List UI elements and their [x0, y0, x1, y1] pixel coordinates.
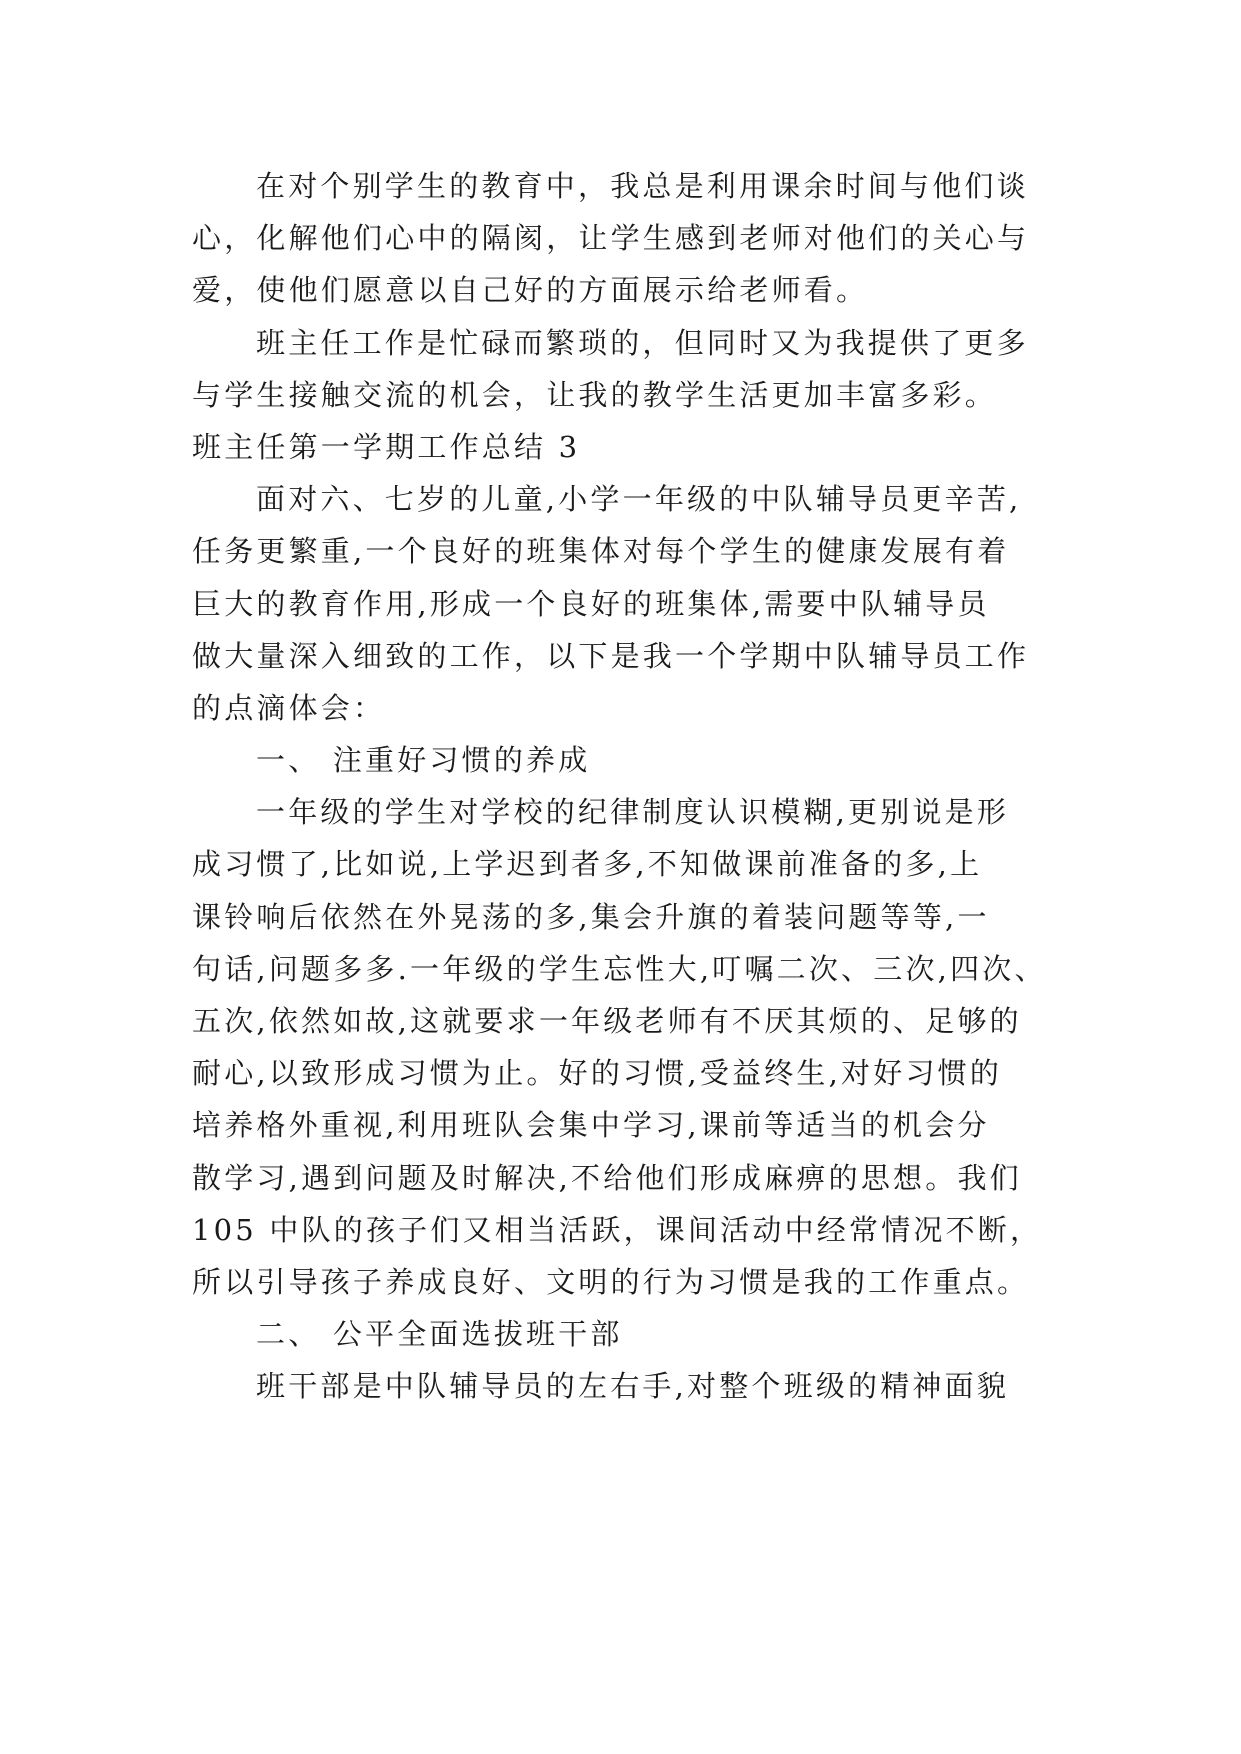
text-line: 课铃响后依然在外晃荡的多,集会升旗的着装问题等等,一: [192, 899, 990, 934]
text-line: 一年级的学生对学校的纪律制度认识模糊,更别说是形: [256, 795, 1010, 830]
subsection-heading: 二、 公平全面选拔班干部: [256, 1317, 623, 1352]
text-line: 爱，使他们愿意以自己好的方面展示给老师看。: [192, 273, 869, 308]
text-line: 做大量深入细致的工作，以下是我一个学期中队辅导员工作: [192, 638, 1030, 673]
text-line: 心，化解他们心中的隔阂，让学生感到老师对他们的关心与: [192, 221, 1030, 256]
text-line: 105 中队的孩子们又相当活跃，课间活动中经常情况不断，: [192, 1212, 1043, 1247]
document-body: [192, 160, 1072, 1413]
section-heading: 班主任第一学期工作总结 3: [192, 429, 581, 464]
text-line: 与学生接触交流的机会，让我的教学生活更加丰富多彩。: [192, 377, 998, 412]
text-line: 任务更繁重,一个良好的班集体对每个学生的健康发展有着: [192, 534, 1010, 569]
text-line: 面对六、七岁的儿童,小学一年级的中队辅导员更辛苦,: [256, 482, 1022, 517]
text-line: 耐心,以致形成习惯为止。好的习惯,受益终生,对好习惯的: [192, 1056, 1003, 1091]
text-line: 成习惯了,比如说,上学迟到者多,不知做课前准备的多,上: [192, 847, 983, 882]
text-line: 所以引导孩子养成良好、文明的行为习惯是我的工作重点。: [192, 1264, 1030, 1299]
subsection-heading: 一、 注重好习惯的养成: [256, 743, 591, 778]
text-line: 五次,依然如故,这就要求一年级老师有不厌其烦的、足够的: [192, 1004, 1022, 1038]
text-line: 的点滴体会：: [192, 690, 386, 725]
text-line: 培养格外重视,利用班队会集中学习,课前等适当的机会分: [192, 1108, 990, 1143]
text-line: 散学习,遇到问题及时解决,不给他们形成麻痹的思想。我们: [192, 1160, 1022, 1195]
text-line: 班干部是中队辅导员的左右手,对整个班级的精神面貌: [256, 1369, 1010, 1404]
text-line: 在对个别学生的教育中，我总是利用课余时间与他们谈: [256, 169, 1029, 203]
text-line: 句话,问题多多.一年级的学生忘性大,叮嘱二次、三次,四次、: [192, 951, 1047, 986]
text-line: 巨大的教育作用,形成一个良好的班集体,需要中队辅导员: [192, 586, 990, 621]
text-line: 班主任工作是忙碌而繁琐的，但同时又为我提供了更多: [256, 325, 1029, 360]
